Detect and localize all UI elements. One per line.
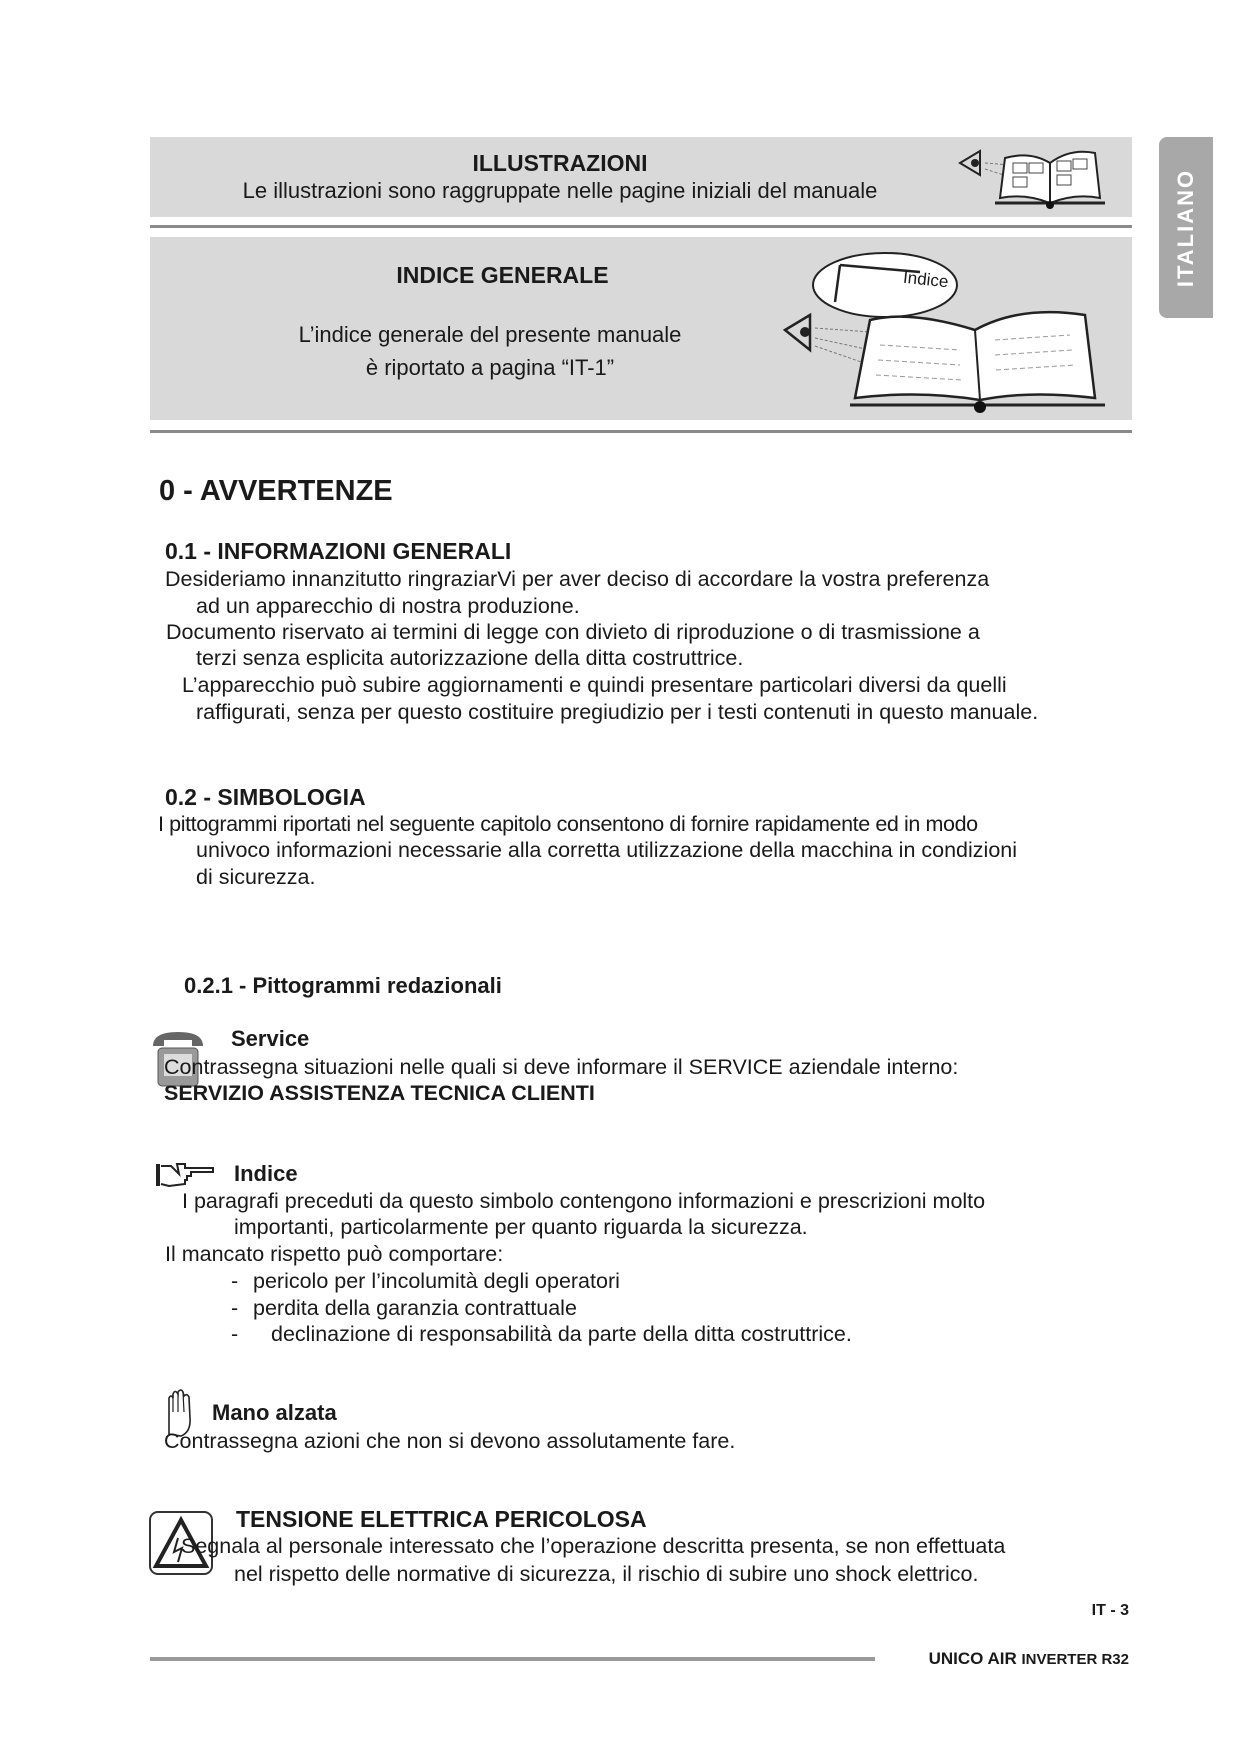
paragraph-line: importanti, particolarmente per quanto riguarda la sicurezza. xyxy=(234,1215,808,1239)
divider xyxy=(150,225,1132,228)
illustrazioni-title: ILLUSTRAZIONI xyxy=(472,150,648,176)
paragraph-line: ad un apparecchio di nostra produzione. xyxy=(196,594,580,618)
open-book-index-icon xyxy=(780,250,1120,415)
language-tab: ITALIANO xyxy=(1159,137,1213,318)
tensione-line1: Segnala al personale interessato che l’operazione descritta presenta, se non effettuata xyxy=(181,1534,1006,1558)
footer-rule xyxy=(150,1657,875,1661)
tensione-line2: nel rispetto delle normative di sicurezza, il rischio di subire uno shock elettrico. xyxy=(234,1562,979,1586)
index-bubble-label: Indice xyxy=(902,267,950,292)
paragraph-line: Desideriamo innanzitutto ringraziarVi per aver deciso di accordare la vostra preferenza xyxy=(165,567,990,591)
indice-generale-title: INDICE GENERALE xyxy=(396,262,609,288)
tensione-label: TENSIONE ELETTRICA PERICOLOSA xyxy=(236,1506,647,1532)
indice-label: Indice xyxy=(234,1161,298,1186)
bullet-dash: - xyxy=(231,1322,239,1346)
bullet-dash: - xyxy=(231,1296,239,1320)
section-0-2-1-heading: 0.2.1 - Pittogrammi redazionali xyxy=(184,973,502,998)
paragraph-line: Il mancato rispetto può comportare: xyxy=(165,1242,504,1266)
paragraph-line: raffigurati, senza per questo costituire pregiudizio per i testi contenuti in questo manuale. xyxy=(196,700,1039,724)
bullet-item: pericolo per l’incolumità degli operatori xyxy=(253,1269,620,1293)
service-text: Contrassegna situazioni nelle quali si deve informare il SERVICE aziendale interno: xyxy=(164,1055,959,1079)
divider xyxy=(150,430,1132,433)
service-bold-text: SERVIZIO ASSISTENZA TECNICA CLIENTI xyxy=(164,1081,595,1105)
product-name-main: UNICO AIR xyxy=(928,1649,1017,1668)
service-label: Service xyxy=(231,1026,310,1051)
paragraph-line: di sicurezza. xyxy=(196,865,316,889)
indice-generale-line2: è riportato a pagina “IT-1” xyxy=(365,355,615,380)
paragraph-line: I pittogrammi riportati nel seguente capitolo consentono di fornire rapidamente ed in modo xyxy=(158,812,978,836)
bullet-dash: - xyxy=(231,1269,239,1293)
paragraph-line: Documento riservato ai termini di legge con divieto di riproduzione o di trasmissione a xyxy=(166,620,980,644)
product-name-model: INVERTER R32 xyxy=(1021,1651,1129,1668)
paragraph-line: univoco informazioni necessarie alla corretta utilizzazione della macchina in condizioni xyxy=(196,838,1018,862)
paragraph-line: I paragrafi preceduti da questo simbolo contengono informazioni e prescrizioni molto xyxy=(182,1189,986,1213)
section-0-2-heading: 0.2 - SIMBOLOGIA xyxy=(165,784,366,810)
product-name xyxy=(929,1649,1129,1669)
mano-alzata-label: Mano alzata xyxy=(212,1400,337,1425)
paragraph-line: terzi senza esplicita autorizzazione della ditta costruttrice. xyxy=(196,646,744,670)
pointing-hand-icon xyxy=(155,1160,217,1188)
page-number: IT - 3 xyxy=(1091,1602,1129,1619)
bullet-item: perdita della garanzia contrattuale xyxy=(253,1296,577,1320)
section-title: 0 - AVVERTENZE xyxy=(159,475,393,507)
bullet-item: declinazione di responsabilità da parte della ditta costruttrice. xyxy=(271,1322,852,1346)
book-eye-icon xyxy=(955,143,1130,209)
mano-alzata-text: Contrassegna azioni che non si devono assolutamente fare. xyxy=(164,1429,736,1453)
indice-generale-line1: L’indice generale del presente manuale xyxy=(298,322,682,347)
paragraph-line: L’apparecchio può subire aggiornamenti e quindi presentare particolari diversi da quelli xyxy=(182,673,1007,697)
illustrazioni-text: Le illustrazioni sono raggruppate nelle pagine iniziali del manuale xyxy=(242,178,878,203)
section-0-1-heading: 0.1 - INFORMAZIONI GENERALI xyxy=(165,538,512,564)
